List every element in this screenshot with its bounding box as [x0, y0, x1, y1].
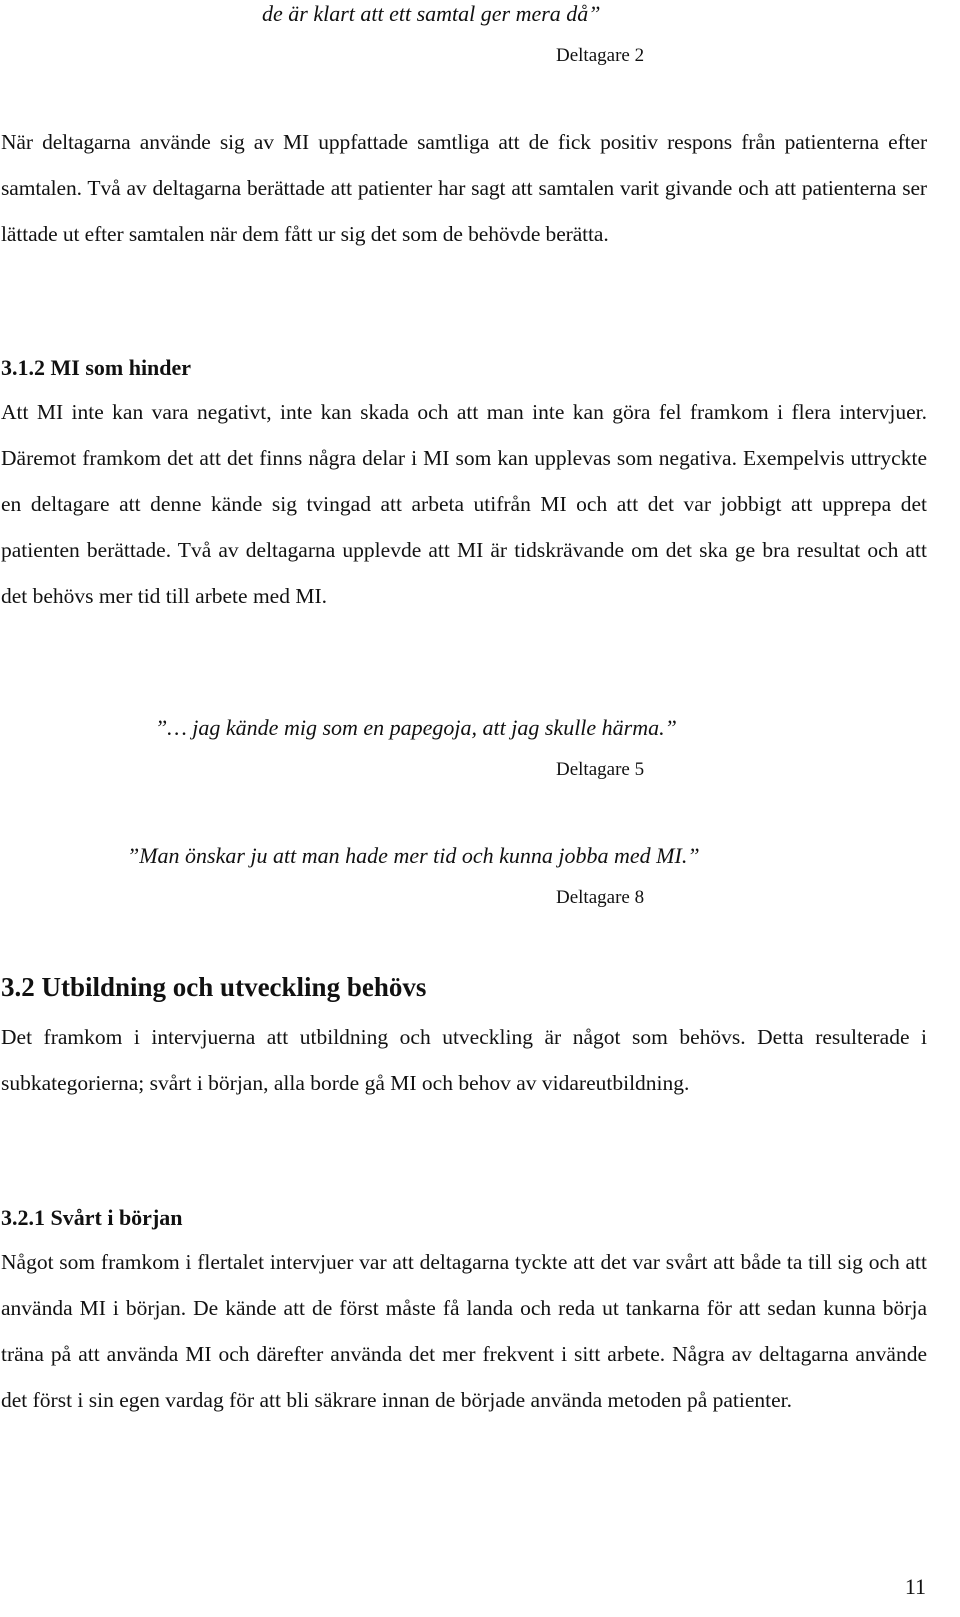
- paragraph-utbildning: Det framkom i intervjuerna att utbildning och utveckling är något som behövs. Detta resulterade i subkategorierna; svårt i början, alla borde gå MI och behov av vidareutbildning.: [1, 1025, 927, 1095]
- heading-3-1-2: 3.1.2 MI som hinder: [1, 355, 192, 380]
- quote-parrot-attribution: Deltagare 5: [556, 759, 645, 780]
- quote-top-attribution: Deltagare 2: [556, 45, 645, 66]
- heading-3-2-1: 3.2.1 Svårt i början: [1, 1205, 183, 1230]
- paragraph-mi-hinder: Att MI inte kan vara negativt, inte kan skada och att man inte kan göra fel framkom i flera intervjuer. Däremot framkom det att det finns några delar i MI som kan upplevas som negativa. Exempelvis uttryckte en deltagare att denne kände sig tvingad att arbeta utifrån MI och att det var jobbigt att upprepa det patienten berättade. Två av deltagarna upplevde att MI är tidskrävande om det ska ge bra resultat och att det behövs mer tid till arbete med MI.: [1, 400, 927, 608]
- heading-3-2: 3.2 Utbildning och utveckling behövs: [1, 972, 427, 1002]
- quote-time-text: ”Man önskar ju att man hade mer tid och kunna jobba med MI.”: [127, 843, 700, 868]
- quote-top-text: de är klart att ett samtal ger mera då”: [262, 1, 601, 26]
- page-number: 11: [904, 1574, 926, 1599]
- quote-parrot-text: ”… jag kände mig som en papegoja, att jag skulle härma.”: [155, 715, 677, 740]
- quote-time-attribution: Deltagare 8: [556, 887, 645, 908]
- paragraph-svart-i-borjan: Något som framkom i flertalet intervjuer var att deltagarna tyckte att det var svårt att både ta till sig och att använda MI i början. De kände att de först måste få landa och reda ut tankarna för att sedan kunna börja träna på att använda MI och därefter använda det mer frekvent i sitt arbete. Några av deltagarna använde det först i sin egen vardag för att bli säkrare innan de började använda metoden på patienter.: [1, 1250, 927, 1412]
- paragraph-positive-response: När deltagarna använde sig av MI uppfattade samtliga att de fick positiv respons från patienterna efter samtalen. Två av deltagarna berättade att patienter har sagt att samtalen varit givande och att patienterna ser lättade ut efter samtalen när dem fått ur sig det som de behövde berätta.: [1, 130, 927, 246]
